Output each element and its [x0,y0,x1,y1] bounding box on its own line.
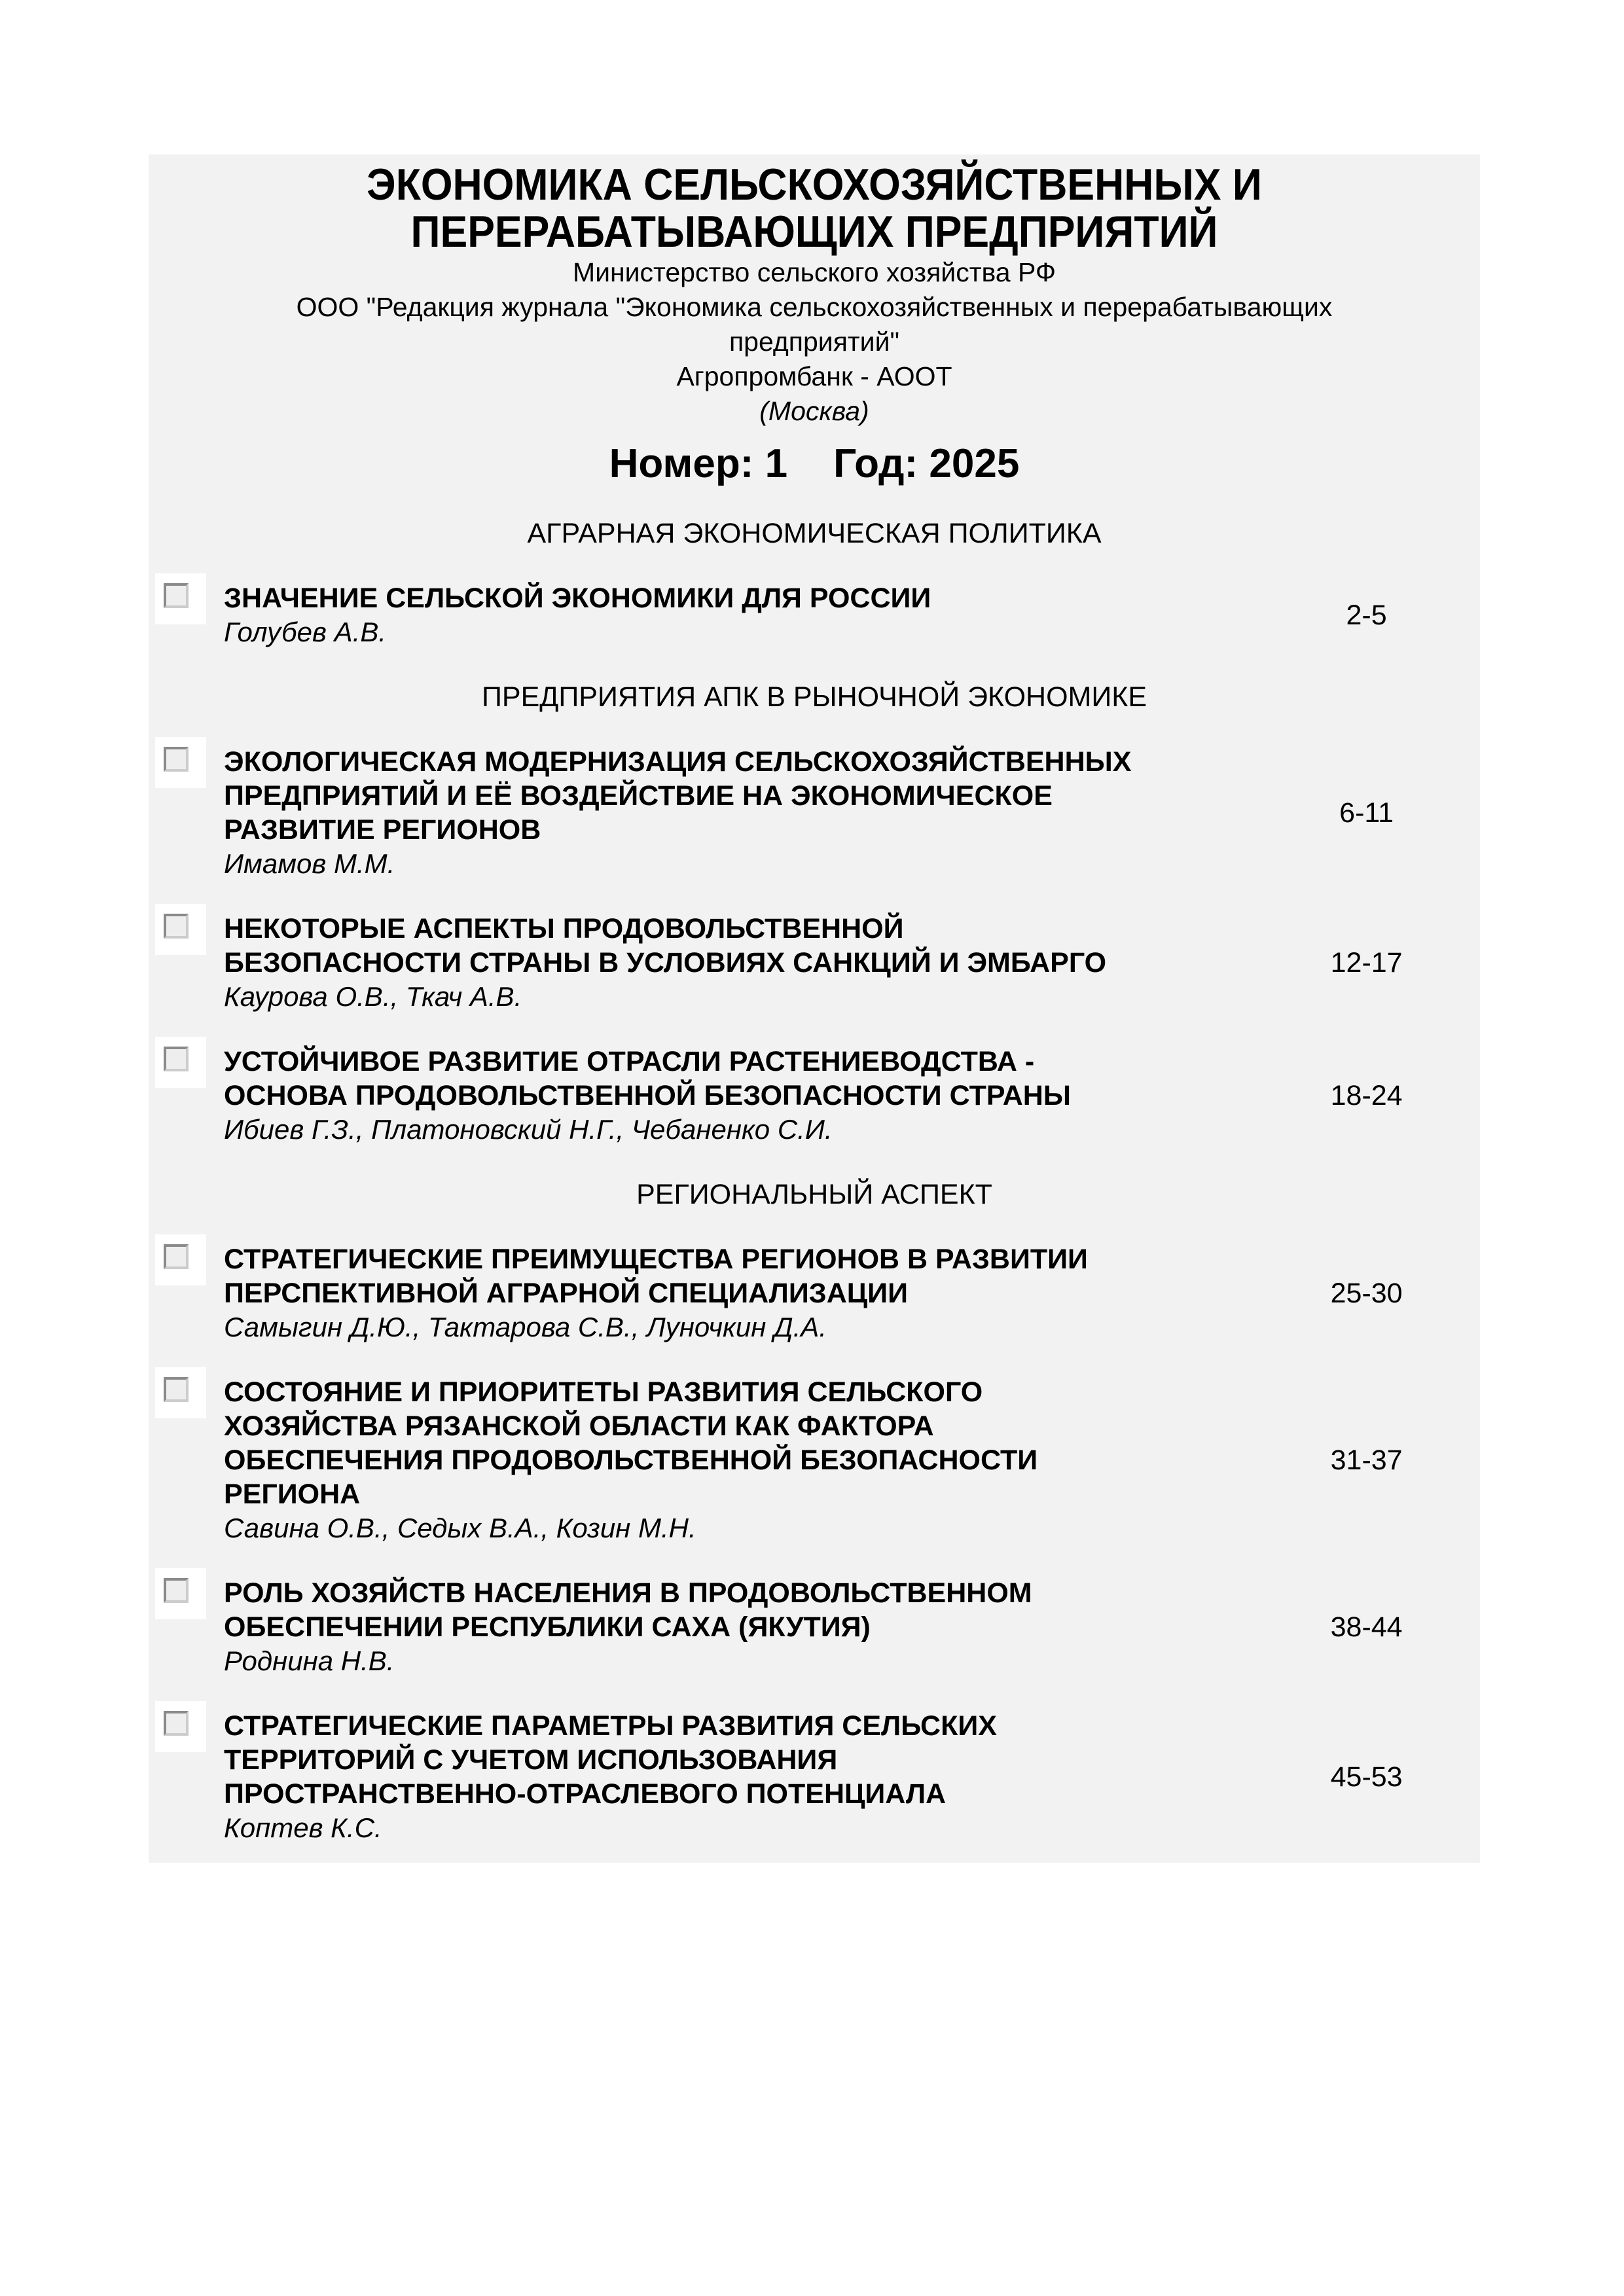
article-title[interactable]: РОЛЬ ХОЗЯЙСТВ НАСЕЛЕНИЯ В ПРОДОВОЛЬСТВЕННОМ ОБЕСПЕЧЕНИИ РЕСПУБЛИКИ САХА (ЯКУТИЯ) [224,1577,1032,1643]
publisher: ООО "Редакция журнала "Экономика сельскохозяйственных и перерабатывающих [296,292,1333,322]
checkbox-container [155,904,206,955]
article-pages: 45-53 [1330,1761,1403,1793]
article-authors: Голубев А.В. [224,617,387,647]
article-title[interactable]: ЭКОЛОГИЧЕСКАЯ МОДЕРНИЗАЦИЯ СЕЛЬСКОХОЗЯЙСТВЕННЫХ ПРЕДПРИЯТИЙ И ЕЁ ВОЗДЕЙСТВИЕ НА ЭКОНОМИЧЕСКОЕ РАЗВИТИЕ РЕГИОНОВ [224,746,1132,846]
table-of-contents [149,154,1480,1863]
section-heading: РЕГИОНАЛЬНЫЙ АСПЕКТ [636,1179,992,1210]
publisher: Агропромбанк - АООТ [676,361,952,391]
article-title[interactable]: НЕКОТОРЫЕ АСПЕКТЫ ПРОДОВОЛЬСТВЕННОЙ БЕЗОПАСНОСТИ СТРАНЫ В УСЛОВИЯХ САНКЦИЙ И ЭМБАРГО [224,913,1107,978]
article-pages: 18-24 [1330,1079,1403,1111]
article-row [149,1709,1480,1845]
publisher: Министерство сельского хозяйства РФ [572,257,1056,287]
article-authors: Коптев К.С. [224,1812,382,1843]
article-info [224,1709,1132,1845]
select-checkbox[interactable] [164,747,189,772]
issue-info [149,438,1480,490]
article-authors: Имамов М.М. [224,848,395,879]
select-checkbox[interactable] [164,1578,189,1603]
article-row [149,581,1480,649]
issue-year: Год: 2025 [833,441,1020,486]
article-pages: 6-11 [1339,797,1394,829]
article-title[interactable]: УСТОЙЧИВОЕ РАЗВИТИЕ ОТРАСЛИ РАСТЕНИЕВОДСТВА - ОСНОВА ПРОДОВОЛЬСТВЕННОЙ БЕЗОПАСНОСТИ СТРАНЫ [224,1046,1071,1111]
checkbox-container [155,1037,206,1088]
journal-header [149,154,1480,490]
article-info [224,745,1132,881]
article-authors: Каурова О.В., Ткач А.В. [224,981,522,1012]
publisher: предприятий" [729,327,900,357]
select-checkbox[interactable] [164,914,189,939]
select-checkbox[interactable] [164,1047,189,1071]
journal-title: ЭКОНОМИКА СЕЛЬСКОХОЗЯЙСТВЕННЫХ И [367,160,1262,209]
section-heading: АГРАРНАЯ ЭКОНОМИЧЕСКАЯ ПОЛИТИКА [527,518,1102,549]
article-pages: 12-17 [1330,946,1403,978]
article-authors: Самыгин Д.Ю., Тактарова С.В., Луночкин Д.А. [224,1312,827,1342]
city: (Москва) [759,396,869,426]
article-row [149,1576,1480,1678]
article-authors: Роднина Н.В. [224,1645,395,1676]
article-pages: 25-30 [1330,1277,1403,1309]
checkbox-container [155,1367,206,1418]
article-info [224,1375,1132,1545]
checkbox-container [155,1234,206,1285]
article-row [149,1242,1480,1344]
article-info [224,912,1132,1014]
journal-title: ПЕРЕРАБАТЫВАЮЩИХ ПРЕДПРИЯТИЙ [410,207,1218,257]
checkbox-container [155,1568,206,1619]
article-row [149,1045,1480,1147]
sections [149,516,1480,1845]
select-checkbox[interactable] [164,1377,189,1402]
issue-number: Номер: 1 [609,441,788,486]
article-title[interactable]: СТРАТЕГИЧЕСКИЕ ПАРАМЕТРЫ РАЗВИТИЯ СЕЛЬСКИХ ТЕРРИТОРИЙ С УЧЕТОМ ИСПОЛЬЗОВАНИЯ ПРОСТРАНСТВЕННО-ОТРАСЛЕВОГО ПОТЕНЦИАЛА [224,1710,997,1810]
article-row [149,912,1480,1014]
select-checkbox[interactable] [164,1711,189,1736]
article-pages: 38-44 [1330,1611,1403,1643]
section-heading: ПРЕДПРИЯТИЯ АПК В РЫНОЧНОЙ ЭКОНОМИКЕ [481,681,1147,713]
article-row [149,745,1480,881]
checkbox-container [155,573,206,624]
checkbox-container [155,737,206,788]
article-authors: Ибиев Г.З., Платоновский Н.Г., Чебаненко С.И. [224,1114,833,1145]
select-checkbox[interactable] [164,583,189,608]
article-title[interactable]: СТРАТЕГИЧЕСКИЕ ПРЕИМУЩЕСТВА РЕГИОНОВ В РАЗВИТИИ ПЕРСПЕКТИВНОЙ АГРАРНОЙ СПЕЦИАЛИЗАЦИИ [224,1244,1088,1309]
select-checkbox[interactable] [164,1244,189,1269]
article-pages: 31-37 [1330,1444,1403,1476]
article-pages: 2-5 [1346,599,1387,631]
article-authors: Савина О.В., Седых В.А., Козин М.Н. [224,1513,696,1543]
article-title[interactable]: ЗНАЧЕНИЕ СЕЛЬСКОЙ ЭКОНОМИКИ ДЛЯ РОССИИ [224,583,931,614]
article-title[interactable]: СОСТОЯНИЕ И ПРИОРИТЕТЫ РАЗВИТИЯ СЕЛЬСКОГО ХОЗЯЙСТВА РЯЗАНСКОЙ ОБЛАСТИ КАК ФАКТОРА ОБЕСПЕЧЕНИЯ ПРОДОВОЛЬСТВЕННОЙ БЕЗОПАСНОСТИ РЕГИОНА [224,1376,1038,1510]
article-info [224,1045,1132,1147]
checkbox-container [155,1701,206,1752]
article-info [224,1242,1132,1344]
article-info [224,1576,1132,1678]
article-info [224,581,1132,649]
article-row [149,1375,1480,1545]
